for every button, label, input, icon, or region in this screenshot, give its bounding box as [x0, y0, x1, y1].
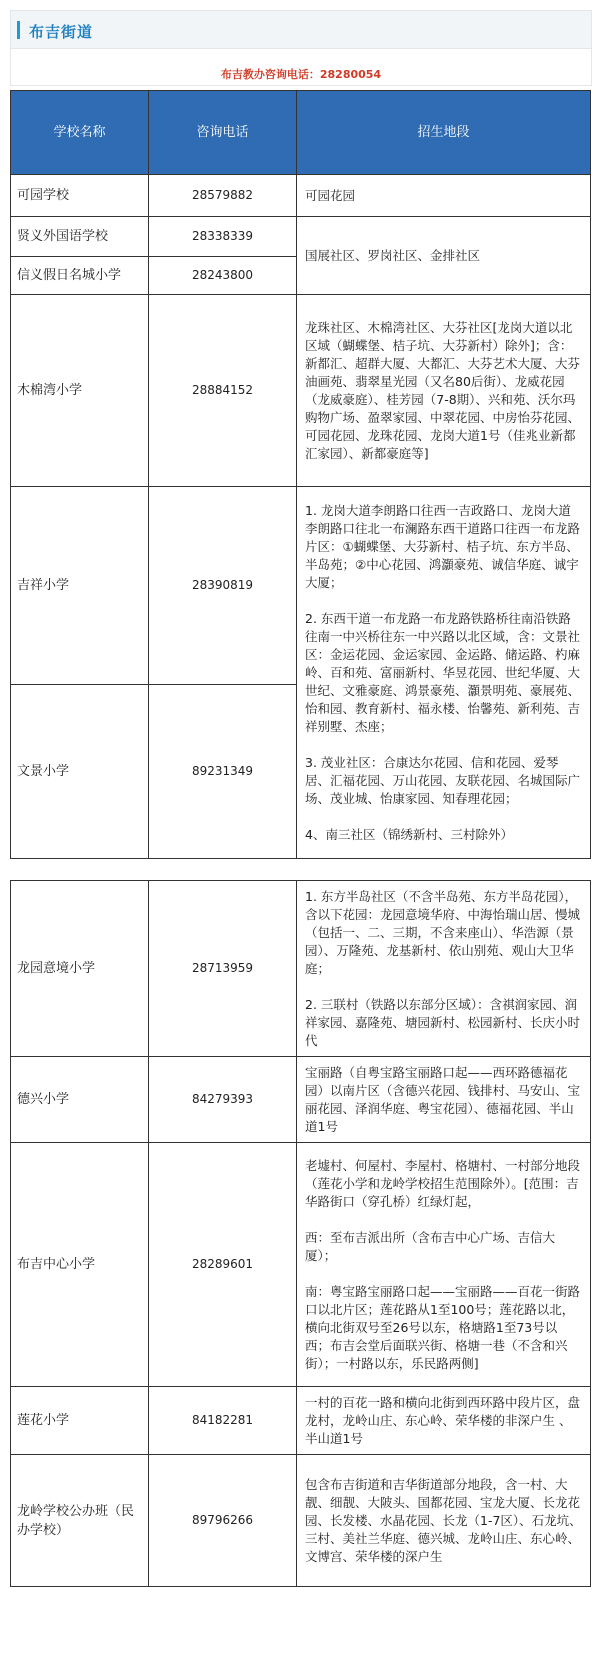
school-phone: 28338339 — [149, 217, 297, 257]
enrollment-area-text: 西：至布吉派出所（含布吉中心广场、吉信大厦）； — [305, 1229, 556, 1263]
column-header-school-name: 学校名称 — [11, 91, 149, 175]
school-phone: 28713959 — [149, 881, 297, 1057]
enrollment-area-text: 4、南三社区（锦绣新村、三村除外） — [305, 826, 513, 842]
table-row — [11, 175, 591, 217]
school-name: 信义假日名城小学 — [11, 257, 149, 295]
enrollment-area — [297, 1057, 591, 1143]
enrollment-area-text: 龙珠社区、木棉湾社区、大芬社区[龙岗大道以北区域（蝴蝶堡、桔子坑、大芬新村）除外]；含：新都汇、超群大厦、大都汇、大芬艺术大厦、大芬油画苑、翡翠星光园（又名80后街）、龙威花园（龙威豪庭）、桂芳园（7-8期）、兴和苑、沃尔玛购物广场、盈翠家园、中翠花园、中房怡芬花园、可园花园、龙珠花园、龙岗大道1号（佳兆业新都汇家园）、新都豪庭等] — [305, 319, 581, 461]
school-name: 文景小学 — [11, 685, 149, 859]
table-row — [11, 295, 591, 487]
enrollment-area — [297, 295, 591, 487]
enrollment-area-text: 3. 茂业社区：合康达尔花园、信和花园、爱琴居、汇福花园、万山花园、友联花园、名城国际广场、茂业城、怡康家园、知春理花园； — [305, 754, 581, 806]
school-name: 贤义外国语学校 — [11, 217, 149, 257]
enrollment-area-text: 1. 龙岗大道李朗路口往西一吉政路口、龙岗大道李朗路口往北一布澜路东西干道路口往西一布龙路片区：①蝴蝶堡、大芬新村、桔子坑、东方半岛、半岛苑；②中心花园、鸿灝豪苑、诚信华庭、诚宇大厦； — [305, 502, 581, 590]
district-title: 布吉街道 — [29, 23, 94, 41]
enrollment-area — [297, 217, 591, 295]
enrollment-area-text: 1. 东方半岛社区（不含半岛苑、东方半岛花园），含以下花园：龙园意境华府、中海怡瑞山居、慢城（包括一、二、三期，不含来座山）、华浩源（景园）、万隆苑、龙基新村、依山别苑、观山大卫华庭； — [305, 888, 581, 976]
school-phone: 89796266 — [149, 1455, 297, 1587]
table-row — [11, 1387, 591, 1455]
school-phone: 89231349 — [149, 685, 297, 859]
school-phone: 28289601 — [149, 1143, 297, 1387]
school-phone: 28243800 — [149, 257, 297, 295]
enrollment-area-text: 2. 东西干道一布龙路一布龙路铁路桥往南沿铁路往南一中兴桥往东一中兴路以北区域，含：文景社区：金运花园、金运家园、金运路、储运路、杓麻岭、百和苑、富丽新村、华昱花园、世纪华厦、大世纪、文雅豪庭、鸿景豪苑、灝景明苑、豪展苑、怡和园、教育新村、福永楼、怡馨苑、新利苑、吉祥别墅、杰座； — [305, 610, 581, 734]
header-accent-bar — [17, 21, 20, 39]
header-bar — [11, 11, 591, 49]
school-name: 德兴小学 — [11, 1057, 149, 1143]
school-phone: 28884152 — [149, 295, 297, 487]
enrollment-table-part-2 — [10, 880, 591, 1587]
enrollment-area — [297, 1143, 591, 1387]
table-row — [11, 1057, 591, 1143]
table-row — [11, 881, 591, 1057]
enrollment-area-text: 2. 三联村（铁路以东部分区域）：含祺润家园、润祥家园、嘉隆苑、塘园新村、松园新村、长庆小时代 — [305, 996, 581, 1048]
school-name: 可园学校 — [11, 175, 149, 217]
school-phone: 28390819 — [149, 487, 297, 685]
table-row — [11, 217, 591, 257]
enrollment-area — [297, 175, 591, 217]
school-name: 龙园意境小学 — [11, 881, 149, 1057]
table-row — [11, 487, 591, 685]
school-name: 吉祥小学 — [11, 487, 149, 685]
school-name: 莲花小学 — [11, 1387, 149, 1455]
enrollment-area — [297, 881, 591, 1057]
enrollment-area-text: 包含布吉街道和吉华街道部分地段，含一村、大靓、细靓、大陂头、国都花园、宝龙大厦、长龙花园、长发楼、水晶花园、长龙（1-7区）、石龙坑、三村、美社兰华庭、德兴城、龙岭山庄、东心岭、文博宫、荣华楼的深户生 — [305, 1476, 582, 1564]
table-row — [11, 1455, 591, 1587]
enrollment-area-text: 宝丽路（自粤宝路宝丽路口起——西环路德福花园）以南片区（含德兴花园、钱排村、马安山、宝丽花园、泽润华庭、粤宝花园）、德福花园、半山道1号 — [305, 1064, 581, 1134]
enrollment-area-text: 一村的百花一路和横向北街到西环路中段片区，盘龙村，龙岭山庄、东心岭、荣华楼的非深户生 、半山道1号 — [305, 1394, 581, 1446]
school-name: 布吉中心小学 — [11, 1143, 149, 1387]
column-header-phone: 咨询电话 — [149, 91, 297, 175]
school-phone: 84182281 — [149, 1387, 297, 1455]
school-phone: 84279393 — [149, 1057, 297, 1143]
school-name: 木棉湾小学 — [11, 295, 149, 487]
enrollment-area-text: 可园花园 — [305, 187, 356, 203]
school-phone: 28579882 — [149, 175, 297, 217]
education-office-phone: 布吉教办咨询电话：28280054 — [220, 68, 382, 81]
school-name: 龙岭学校公办班（民办学校） — [11, 1455, 149, 1587]
enrollment-area-text: 南：粤宝路宝丽路口起——宝丽路——百花一街路口以北片区；莲花路从1至100号；莲花路以北，横向北街双号至26号以东，格塘路1至73号以西；布吉会堂后面联兴街、格塘一巷（不含和兴街）；一村路以东，乐民路两侧] — [305, 1283, 581, 1371]
enrollment-area — [297, 1387, 591, 1455]
enrollment-area — [297, 487, 591, 859]
enrollment-table-part-1 — [10, 90, 591, 859]
enrollment-area-text: 老墟村、何屋村、李屋村、格塘村、一村部分地段（莲花小学和龙岭学校招生范围除外）。[范围：吉华路街口（穿孔桥）红绿灯起， — [305, 1157, 581, 1209]
enrollment-area-text: 国展社区、罗岗社区、金排社区 — [305, 247, 481, 263]
table-row — [11, 1143, 591, 1387]
district-header — [10, 10, 592, 86]
enrollment-area — [297, 1455, 591, 1587]
table-header-row — [11, 91, 591, 175]
column-header-enrollment-area: 招生地段 — [297, 91, 591, 175]
